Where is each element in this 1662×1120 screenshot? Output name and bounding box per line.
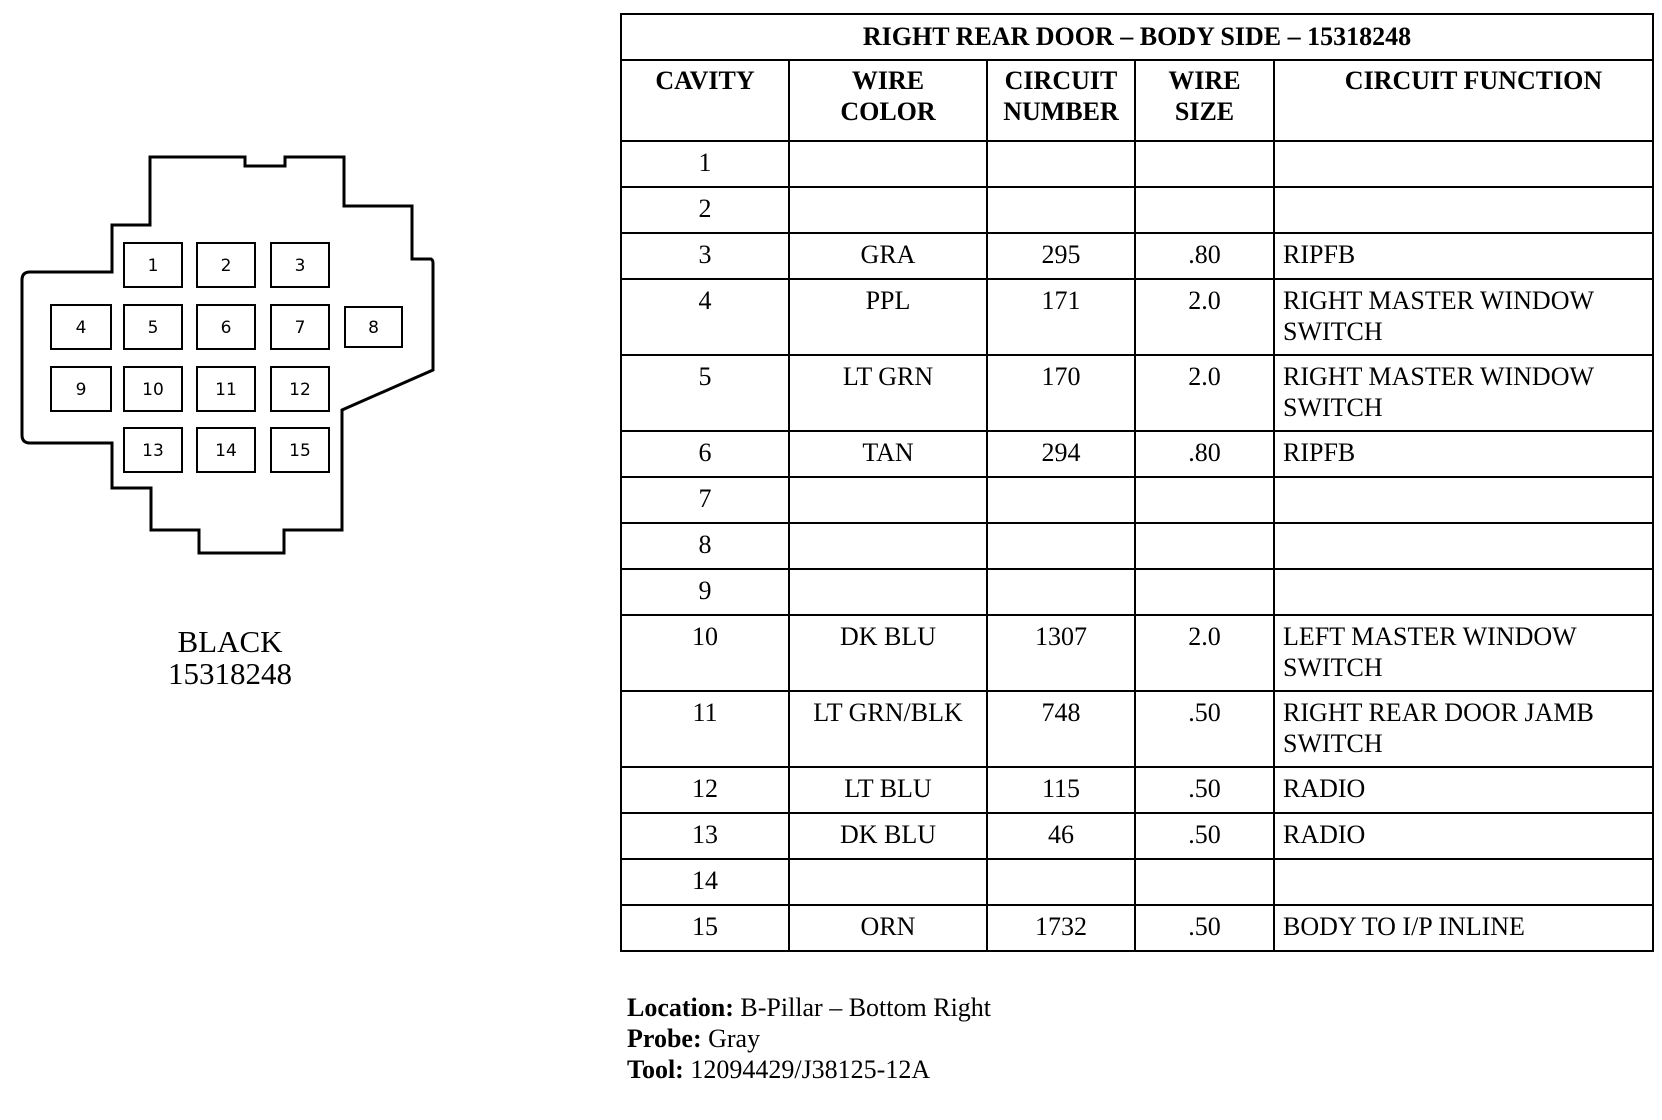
cell-wire-color <box>789 141 987 187</box>
header-wire-size: WIRE SIZE <box>1135 60 1274 141</box>
pin-label: 15 <box>289 441 311 461</box>
cell-wire-size <box>1135 477 1274 523</box>
connector-diagram <box>0 0 560 720</box>
cell-wire-color <box>789 477 987 523</box>
cell-cavity: 13 <box>621 813 789 859</box>
pin-label: 9 <box>75 380 87 400</box>
cell-wire-size: 2.0 <box>1135 615 1274 691</box>
pin-label: 1 <box>147 256 159 276</box>
cell-function: RIPFB <box>1274 233 1653 279</box>
cell-function: LEFT MASTER WINDOW SWITCH <box>1274 615 1653 691</box>
table-row <box>621 691 1653 767</box>
pin-label: 7 <box>294 318 306 338</box>
cell-function <box>1274 523 1653 569</box>
table-row <box>621 615 1653 691</box>
cell-function: RADIO <box>1274 767 1653 813</box>
cell-function: RIGHT MASTER WINDOW SWITCH <box>1274 279 1653 355</box>
header-circuit-function: CIRCUIT FUNCTION <box>1274 60 1653 141</box>
probe-line: Probe: Gray <box>627 1024 761 1053</box>
connector-caption <box>130 626 330 690</box>
pin-label: 4 <box>75 318 87 338</box>
cell-cavity: 7 <box>621 477 789 523</box>
pin-label: 6 <box>220 318 232 338</box>
cell-wire-size <box>1135 859 1274 905</box>
cell-wire-size <box>1135 569 1274 615</box>
table-row <box>621 477 1653 523</box>
table-row <box>621 279 1653 355</box>
table-row <box>621 355 1653 431</box>
cell-wire-size: .80 <box>1135 233 1274 279</box>
cell-cavity: 9 <box>621 569 789 615</box>
cell-cavity: 4 <box>621 279 789 355</box>
cell-wire-color: PPL <box>789 279 987 355</box>
table-row <box>621 905 1653 951</box>
cell-circuit-number: 170 <box>987 355 1135 431</box>
cell-circuit-number <box>987 859 1135 905</box>
cell-circuit-number: 1307 <box>987 615 1135 691</box>
table-row <box>621 767 1653 813</box>
cell-circuit-number: 115 <box>987 767 1135 813</box>
cell-circuit-number <box>987 569 1135 615</box>
cell-wire-size <box>1135 187 1274 233</box>
table-header-row <box>621 60 1653 141</box>
cell-circuit-number <box>987 141 1135 187</box>
pin-label: 2 <box>220 256 232 276</box>
pin-label: 3 <box>294 256 306 276</box>
cell-wire-size <box>1135 141 1274 187</box>
cell-wire-color: LT GRN <box>789 355 987 431</box>
cell-cavity: 14 <box>621 859 789 905</box>
cell-wire-size: .50 <box>1135 691 1274 767</box>
cell-wire-size: .80 <box>1135 431 1274 477</box>
cell-wire-color: GRA <box>789 233 987 279</box>
cell-circuit-number: 295 <box>987 233 1135 279</box>
cell-circuit-number: 46 <box>987 813 1135 859</box>
table-row <box>621 523 1653 569</box>
connector-outline <box>22 157 433 553</box>
pin-label: 5 <box>147 318 159 338</box>
cell-wire-size: .50 <box>1135 813 1274 859</box>
cell-wire-color <box>789 523 987 569</box>
cell-cavity: 3 <box>621 233 789 279</box>
cell-wire-size: 2.0 <box>1135 355 1274 431</box>
cell-wire-color <box>789 187 987 233</box>
cell-wire-size: .50 <box>1135 767 1274 813</box>
cell-cavity: 2 <box>621 187 789 233</box>
tool-line: Tool: 12094429/J38125-12A <box>627 1055 931 1084</box>
table-row <box>621 233 1653 279</box>
cell-function <box>1274 187 1653 233</box>
cell-circuit-number: 294 <box>987 431 1135 477</box>
cell-wire-size: 2.0 <box>1135 279 1274 355</box>
cell-wire-color: ORN <box>789 905 987 951</box>
cell-wire-color: LT BLU <box>789 767 987 813</box>
cell-circuit-number <box>987 477 1135 523</box>
cell-wire-size: .50 <box>1135 905 1274 951</box>
cell-function: RIPFB <box>1274 431 1653 477</box>
connector-face <box>0 0 560 720</box>
pinout-table <box>620 13 1654 952</box>
cell-function: RADIO <box>1274 813 1653 859</box>
cell-circuit-number: 171 <box>987 279 1135 355</box>
table-title: RIGHT REAR DOOR – BODY SIDE – 15318248 <box>621 14 1653 60</box>
pin-label: 13 <box>142 441 164 461</box>
cell-wire-color: TAN <box>789 431 987 477</box>
table-row <box>621 187 1653 233</box>
cell-wire-color: LT GRN/BLK <box>789 691 987 767</box>
pin-label: 10 <box>142 380 164 400</box>
pin-label: 8 <box>368 318 379 338</box>
connector-part-number: 15318248 <box>168 656 292 691</box>
header-cavity: CAVITY <box>621 60 789 141</box>
cell-function <box>1274 859 1653 905</box>
cell-cavity: 5 <box>621 355 789 431</box>
table-row <box>621 431 1653 477</box>
cell-function <box>1274 569 1653 615</box>
cell-cavity: 6 <box>621 431 789 477</box>
cell-cavity: 10 <box>621 615 789 691</box>
cell-function: RIGHT REAR DOOR JAMB SWITCH <box>1274 691 1653 767</box>
pin-label: 12 <box>289 380 311 400</box>
cell-function <box>1274 141 1653 187</box>
cell-circuit-number: 1732 <box>987 905 1135 951</box>
cell-function: RIGHT MASTER WINDOW SWITCH <box>1274 355 1653 431</box>
pin-label: 14 <box>215 441 237 461</box>
cell-function: BODY TO I/P INLINE <box>1274 905 1653 951</box>
cell-wire-color <box>789 569 987 615</box>
table-row <box>621 813 1653 859</box>
cell-circuit-number <box>987 187 1135 233</box>
cell-cavity: 12 <box>621 767 789 813</box>
table-row <box>621 141 1653 187</box>
cell-circuit-number <box>987 523 1135 569</box>
cell-wire-color <box>789 859 987 905</box>
cell-wire-color: DK BLU <box>789 615 987 691</box>
cell-cavity: 8 <box>621 523 789 569</box>
cell-cavity: 1 <box>621 141 789 187</box>
header-wire-color: WIRE COLOR <box>789 60 987 141</box>
cell-cavity: 15 <box>621 905 789 951</box>
cell-cavity: 11 <box>621 691 789 767</box>
cell-function <box>1274 477 1653 523</box>
location-line: Location: B-Pillar – Bottom Right <box>627 993 992 1022</box>
cell-circuit-number: 748 <box>987 691 1135 767</box>
cell-wire-color: DK BLU <box>789 813 987 859</box>
table-row <box>621 859 1653 905</box>
cell-wire-size <box>1135 523 1274 569</box>
connector-color: BLACK <box>177 624 283 659</box>
connector-notes <box>627 992 991 1085</box>
header-circuit-number: CIRCUIT NUMBER <box>987 60 1135 141</box>
table-row <box>621 569 1653 615</box>
pin-label: 11 <box>215 380 237 400</box>
